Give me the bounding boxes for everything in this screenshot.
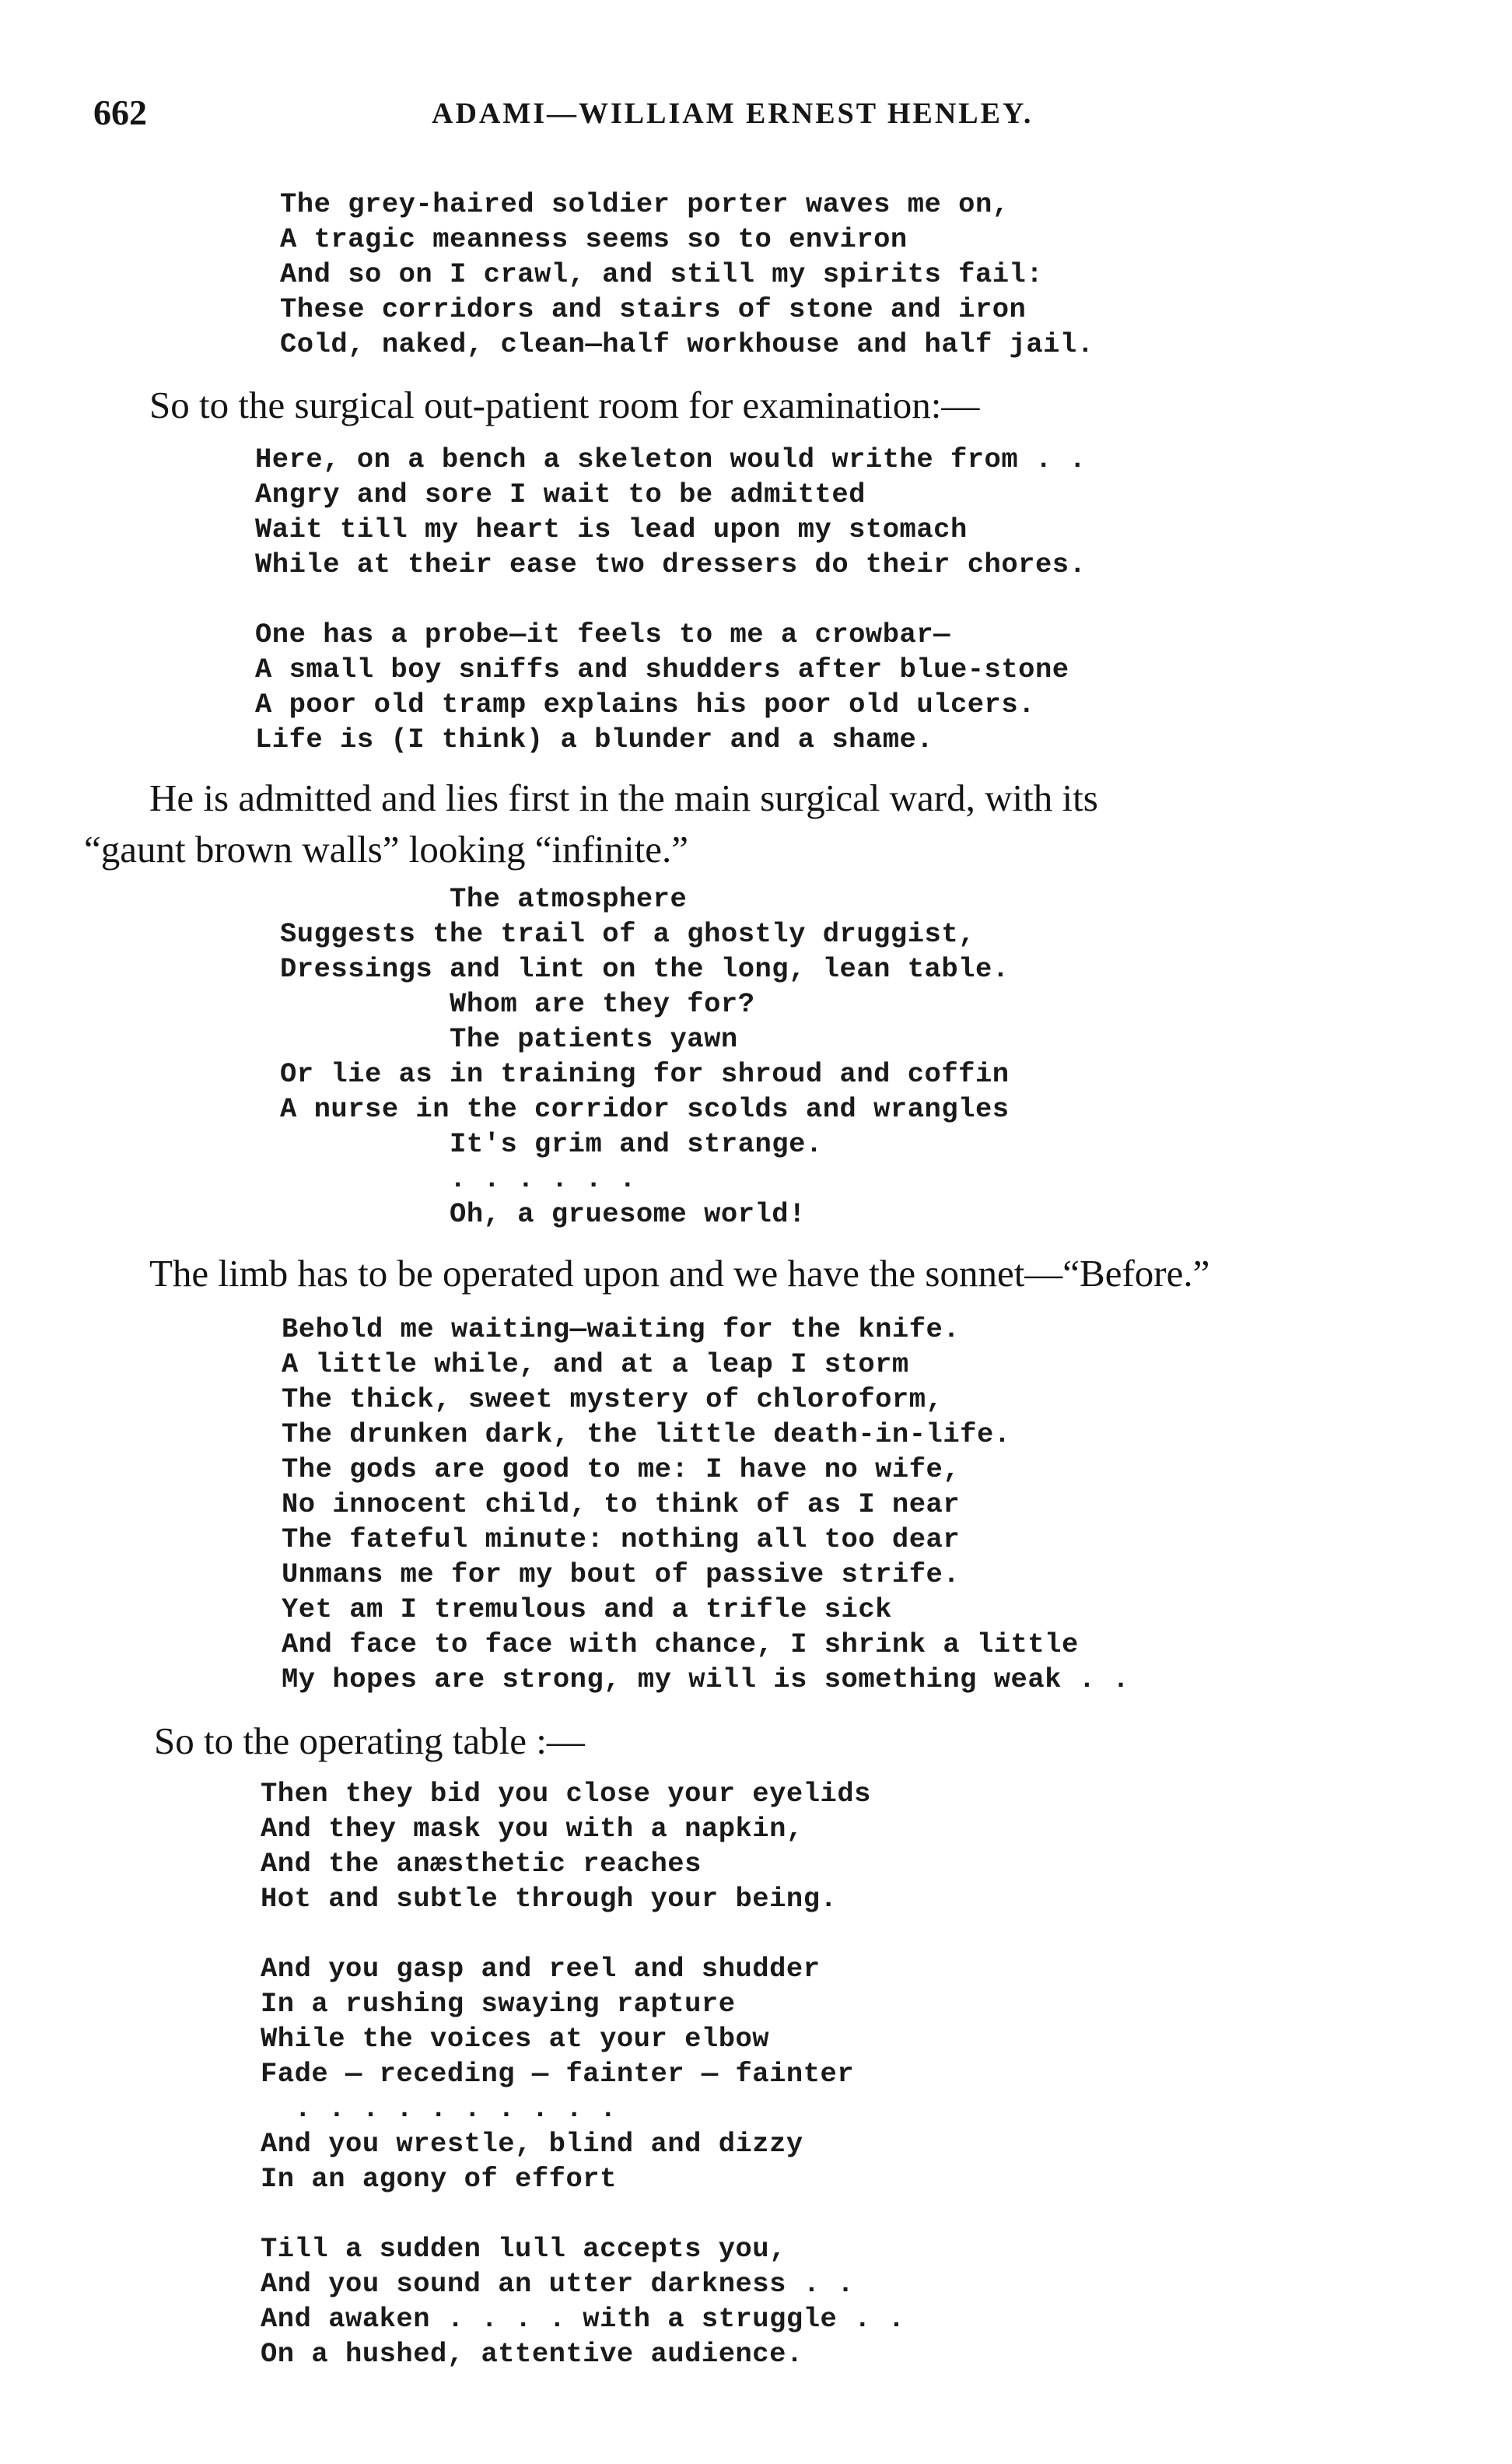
verse-line: Wait till my heart is lead upon my stomach [255, 513, 968, 545]
verse-line: Or lie as in training for shroud and coffin [280, 1058, 1010, 1090]
prose-paragraph-2 [84, 773, 1098, 875]
verse-line: A small boy sniffs and shudders after blue-stone [255, 654, 1069, 685]
verse-line: And face to face with chance, I shrink a little [282, 1628, 1079, 1660]
verse-line: Hot and subtle through your being. [261, 1883, 838, 1915]
verse-line: While at their ease two dressers do their chores. [255, 549, 1087, 580]
verse-line: And you gasp and reel and shudder [261, 1953, 821, 1985]
verse-line [261, 2196, 905, 2231]
verse-line: My hopes are strong, my will is something weak . . [282, 1663, 1130, 1695]
verse-line: Whom are they for? [280, 988, 755, 1020]
verse-line: On a hushed, attentive audience. [261, 2338, 803, 2370]
verse-line: Angry and sore I wait to be admitted [255, 478, 866, 510]
verse-line: And you sound an utter darkness . . [261, 2268, 855, 2300]
verse-line: The atmosphere [280, 883, 688, 915]
verse-line: No innocent child, to think of as I near [282, 1488, 961, 1520]
verse-line: A tragic meanness seems so to environ [280, 223, 908, 255]
verse-line: One has a probe—it feels to me a crowbar— [255, 619, 950, 650]
verse-line: Oh, a gruesome world! [280, 1198, 806, 1230]
verse-line: And awaken . . . . with a struggle . . [261, 2303, 905, 2335]
prose-line: So to the surgical out-patient room for examination:— [149, 384, 980, 426]
verse-line: Life is (I think) a blunder and a shame. [255, 724, 934, 755]
prose-line: “gaunt brown walls” looking “infinite.” [84, 828, 688, 871]
prose-paragraph-1 [149, 381, 979, 429]
verse-line: In an agony of effort [261, 2163, 617, 2195]
verse-line: These corridors and stairs of stone and iron [280, 293, 1027, 325]
page-number: 662 [93, 93, 147, 132]
verse-line: And the anæsthetic reaches [261, 1848, 702, 1880]
verse-line: Fade — receding — fainter — fainter [261, 2058, 855, 2090]
page-header [93, 92, 1104, 138]
verse-line: Cold, naked, clean—half workhouse and half jail. [280, 328, 1094, 360]
verse-line: The thick, sweet mystery of chloroform, [282, 1383, 943, 1415]
prose-line: He is admitted and lies first in the main surgical ward, with its [149, 776, 1098, 819]
verse-line: Then they bid you close your eyelids [261, 1778, 871, 1810]
verse-line: Behold me waiting—waiting for the knife. [282, 1313, 961, 1345]
verse-line: Here, on a bench a skeleton would writhe from . . [255, 443, 1087, 475]
verse-line: Till a sudden lull accepts you, [261, 2233, 786, 2265]
prose-line: The limb has to be operated upon and we have the sonnet—“Before.” [149, 1252, 1210, 1295]
verse-line: The fateful minute: nothing all too dear [282, 1523, 961, 1555]
verse-line: Unmans me for my bout of passive strife. [282, 1558, 961, 1590]
verse-line: . . . . . . . . . . [261, 2093, 617, 2125]
verse-line: The grey-haired soldier porter waves me on, [280, 188, 1010, 220]
verse-line: The drunken dark, the little death-in-life. [282, 1418, 1011, 1450]
verse-line: Yet am I tremulous and a trifle sick [282, 1593, 892, 1625]
prose-paragraph-4 [154, 1717, 585, 1765]
verse-stanza-2 [255, 442, 1086, 757]
verse-line: It's grim and strange. [280, 1128, 823, 1160]
verse-line: While the voices at your elbow [261, 2023, 770, 2055]
verse-line: In a rushing swaying rapture [261, 1988, 736, 2020]
verse-line: The gods are good to me: I have no wife, [282, 1453, 961, 1485]
verse-line: A little while, and at a leap I storm [282, 1348, 909, 1380]
verse-sonnet-before [282, 1312, 1129, 1697]
verse-stanza-1 [280, 187, 1094, 362]
verse-line: And so on I crawl, and still my spirits fail: [280, 258, 1044, 290]
prose-paragraph-3 [149, 1250, 1209, 1298]
verse-stanza-3 [280, 882, 1010, 1232]
verse-line: . . . . . . [280, 1163, 636, 1195]
verse-line: A nurse in the corridor scolds and wrangles [280, 1093, 1010, 1125]
verse-line: A poor old tramp explains his poor old ulcers. [255, 689, 1035, 720]
running-head: ADAMI—WILLIAM ERNEST HENLEY. [432, 97, 1034, 130]
verse-line [261, 1916, 905, 1951]
verse-line: Dressings and lint on the long, lean table. [280, 953, 1010, 985]
verse-line [255, 582, 1086, 617]
verse-stanza-4 [261, 1776, 905, 2371]
verse-line: Suggests the trail of a ghostly druggist, [280, 918, 975, 950]
verse-line: The patients yawn [280, 1023, 738, 1055]
verse-line: And they mask you with a napkin, [261, 1813, 803, 1845]
prose-line: So to the operating table :— [154, 1719, 585, 1762]
verse-line: And you wrestle, blind and dizzy [261, 2128, 803, 2160]
